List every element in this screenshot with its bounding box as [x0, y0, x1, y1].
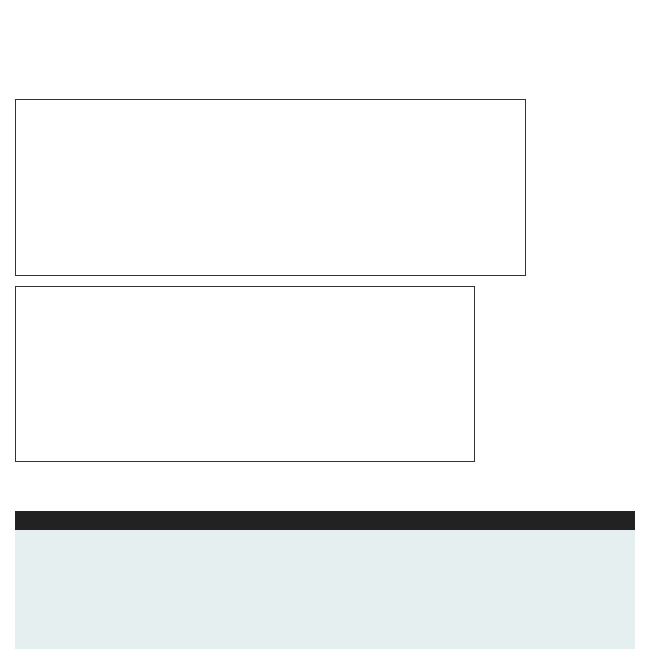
cell-spieltag	[472, 609, 569, 629]
cell-art	[15, 629, 229, 649]
cell-datum	[569, 550, 635, 570]
cell-spieltag	[472, 570, 569, 590]
table-row	[15, 609, 635, 629]
cell-ergebnis	[384, 570, 472, 590]
special-results-table	[15, 511, 635, 649]
cell-art	[15, 550, 229, 570]
cell-gegner	[229, 629, 384, 649]
cell-art	[15, 609, 229, 629]
cell-art	[15, 530, 229, 550]
cell-gegner	[229, 589, 384, 609]
table-row	[15, 550, 635, 570]
cell-ergebnis	[384, 589, 472, 609]
col-ergebnis	[384, 511, 472, 530]
cell-spieltag	[472, 530, 569, 550]
cell-spieltag	[472, 550, 569, 570]
table-row	[15, 530, 635, 550]
col-art	[15, 511, 229, 530]
cell-datum	[569, 570, 635, 590]
cell-art	[15, 589, 229, 609]
table-row	[15, 570, 635, 590]
chart-panel-bottom-svg	[16, 287, 474, 461]
cell-datum	[569, 629, 635, 649]
chart-panel-top	[15, 99, 526, 276]
cell-art	[15, 570, 229, 590]
col-spieltag	[472, 511, 569, 530]
cell-datum	[569, 609, 635, 629]
table-row	[15, 629, 635, 649]
cell-spieltag	[472, 629, 569, 649]
table-header-row	[15, 511, 635, 530]
cell-gegner	[229, 570, 384, 590]
cell-spieltag	[472, 589, 569, 609]
col-datum	[569, 511, 635, 530]
cell-gegner	[229, 609, 384, 629]
table-row	[15, 589, 635, 609]
chart-panel-top-svg	[16, 100, 525, 275]
cell-ergebnis	[384, 550, 472, 570]
cell-ergebnis	[384, 609, 472, 629]
col-gegner	[229, 511, 384, 530]
cell-ergebnis	[384, 530, 472, 550]
chart-panel-bottom	[15, 286, 475, 462]
cell-gegner	[229, 530, 384, 550]
cell-datum	[569, 589, 635, 609]
cell-ergebnis	[384, 629, 472, 649]
cell-gegner	[229, 550, 384, 570]
cell-datum	[569, 530, 635, 550]
